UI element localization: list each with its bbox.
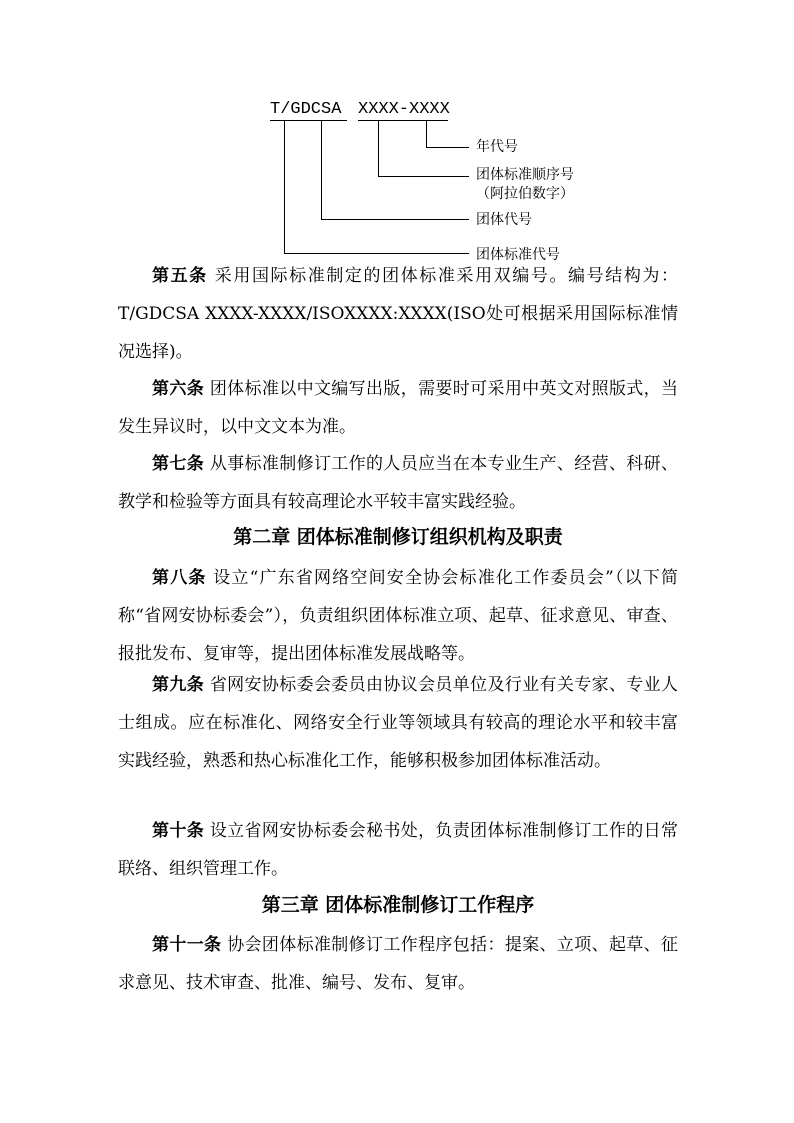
article-9-label: 第九条 [152,675,205,695]
article-7-label: 第七条 [152,454,205,474]
standard-suffix: XXXX-XXXX [358,100,450,119]
chapter-3-heading: 第三章 团体标准制修订工作程序 [261,894,535,916]
article-11 [118,926,678,1002]
sequence-connector-horizontal [378,176,469,177]
sequence-connector-vertical [378,121,379,176]
prefix-underline [270,120,347,121]
article-5-text: 采用国际标准制定的团体标准采用双编号。编号结构为：T/GDCSA XXXX-XXXX/ISOXXXX:XXXX(ISO处可根据采用国际标准情况选择)。 [118,266,679,362]
article-10 [118,812,678,888]
article-9 [118,666,678,780]
standard-prefix: T/GDCSA [270,100,342,119]
sequence-label-note: （阿拉伯数字） [476,186,574,202]
org-connector-vertical [321,121,322,219]
chapter-2-heading: 第二章 团体标准制修订组织机构及职责 [233,526,563,548]
std-code-connector-vertical [284,121,285,253]
article-7 [118,445,678,521]
article-11-label: 第十一条 [152,935,222,955]
article-10-text: 设立省网安协标委会秘书处，负责团体标准制修订工作的日常联络、组织管理工作。 [118,821,679,879]
article-8-text: 设立“广东省网络空间安全协会标准化工作委员会”（以下简称“省网安协标委会”），负责组织团体标准立项、起草、征求意见、审查、报批发布、复审等，提出团体标准发展战略等。 [118,568,679,664]
org-label: 团体代号 [476,212,532,228]
suffix-underline [358,120,448,121]
article-6-text: 团体标准以中文编写出版，需要时可采用中英文对照版式，当发生异议时，以中文文本为准。 [118,379,679,437]
article-11-text: 协会团体标准制修订工作程序包括：提案、立项、起草、征求意见、技术审查、批准、编号、发布、复审。 [118,935,679,993]
article-6 [118,370,678,446]
article-9-text: 省网安协标委会委员由协议会员单位及行业有关专家、专业人士组成。应在标准化、网络安全行业等领域具有较高的理论水平和较丰富实践经验，熟悉和热心标准化工作，能够积极参加团体标准活动。 [118,675,679,771]
article-5-label: 第五条 [152,266,208,286]
sequence-label: 团体标准顺序号 [476,167,574,183]
year-label: 年代号 [476,139,518,155]
article-7-text: 从事标准制修订工作的人员应当在本专业生产、经营、科研、教学和检验等方面具有较高理论水平较丰富实践经验。 [118,454,679,512]
year-connector-vertical [426,121,427,147]
article-8-label: 第八条 [152,568,207,588]
article-5 [118,257,678,371]
article-8 [118,559,678,673]
article-6-label: 第六条 [152,379,205,399]
year-connector-horizontal [426,147,469,148]
std-code-connector-horizontal [284,253,469,254]
numbering-structure-diagram [0,0,794,270]
org-connector-horizontal [321,219,469,220]
article-10-label: 第十条 [152,821,205,841]
std-code-label: 团体标准代号 [476,247,560,263]
